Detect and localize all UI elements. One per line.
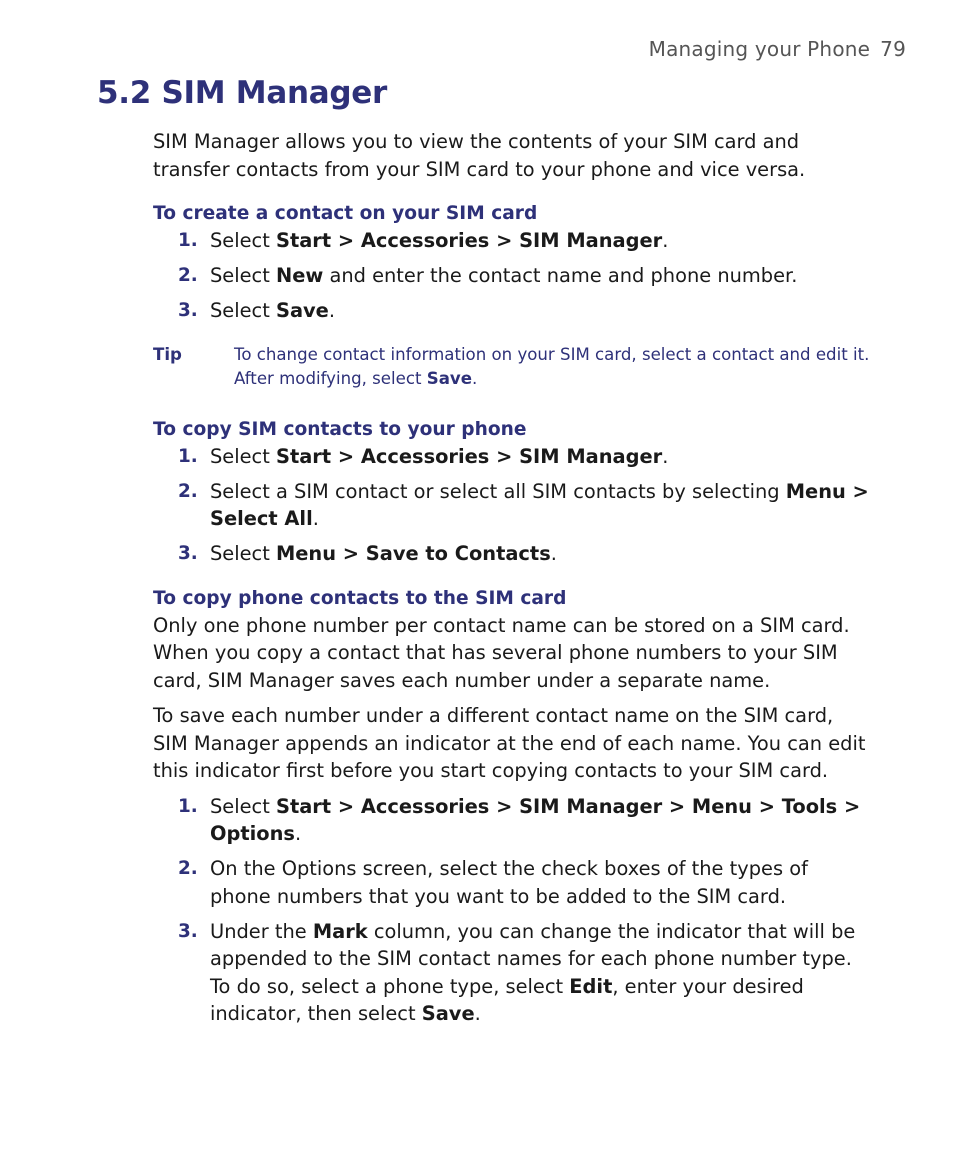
step-number: 2.	[178, 265, 198, 286]
step-number: 2.	[178, 858, 198, 879]
tip-label: Tip	[153, 344, 182, 364]
main-content	[153, 128, 873, 1035]
header-section: Managing your Phone	[648, 37, 871, 61]
tip-note: Tip To change contact information on your SIM card, select a contact and edit it. After modifying, select Save.	[153, 344, 870, 388]
step-item: 2. Select New and enter the contact name and phone number.	[153, 262, 873, 290]
page-number: 79	[880, 37, 906, 61]
step-number: 1.	[178, 445, 198, 467]
steps-copy-sim-to-phone	[153, 443, 873, 568]
step-item: 3. Select Menu > Save to Contacts.	[153, 540, 873, 568]
step-number: 1.	[178, 795, 198, 817]
body-paragraph: To save each number under a different contact name on the SIM card, SIM Manager appends an indicator at the end of each name. You can edit this indicator first before you start copying contacts to your SIM card.	[153, 704, 866, 782]
step-item: 2. On the Options screen, select the check boxes of the types of phone numbers that you want to be added to the SIM card.	[178, 857, 808, 908]
steps-create-contact	[153, 227, 873, 325]
step-item: 3. Select Save.	[153, 297, 873, 325]
section-heading-copy-phone-to-sim: To copy phone contacts to the SIM card	[153, 587, 567, 609]
steps-copy-phone-to-sim	[153, 793, 873, 1028]
step-number: 3.	[178, 920, 198, 942]
step-item: 1. Select Start > Accessories > SIM Manager.	[153, 227, 873, 255]
step-number: 3.	[178, 543, 198, 564]
running-header	[649, 37, 906, 61]
step-number: 3.	[178, 300, 198, 321]
section-heading-copy-sim-to-phone: To copy SIM contacts to your phone	[153, 418, 527, 440]
body-paragraph: Only one phone number per contact name can be stored on a SIM card. When you copy a contact that has several phone numbers to your SIM card, SIM Manager saves each number under a separate name.	[153, 613, 850, 692]
page-title: 5.2 SIM Manager	[97, 75, 387, 111]
step-number: 2.	[178, 480, 198, 502]
intro-paragraph: SIM Manager allows you to view the contents of your SIM card and transfer contacts from your SIM card to your phone and vice versa.	[153, 130, 806, 181]
section-heading-create-contact: To create a contact on your SIM card	[153, 203, 538, 224]
step-item: 1. Select Start > Accessories > SIM Manager > Menu > Tools > Options.	[178, 794, 861, 845]
step-item: 3. Under the Mark column, you can change the indicator that will be appended to the SIM contact names for each phone number type. To do so, select a phone type, select Edit, enter your desired indicator, then select Save.	[178, 919, 856, 1025]
step-number: 1.	[178, 230, 198, 251]
step-item: 1. Select Start > Accessories > SIM Manager.	[153, 443, 873, 471]
step-item: 2. Select a SIM contact or select all SIM contacts by selecting Menu > Select All.	[178, 479, 869, 530]
